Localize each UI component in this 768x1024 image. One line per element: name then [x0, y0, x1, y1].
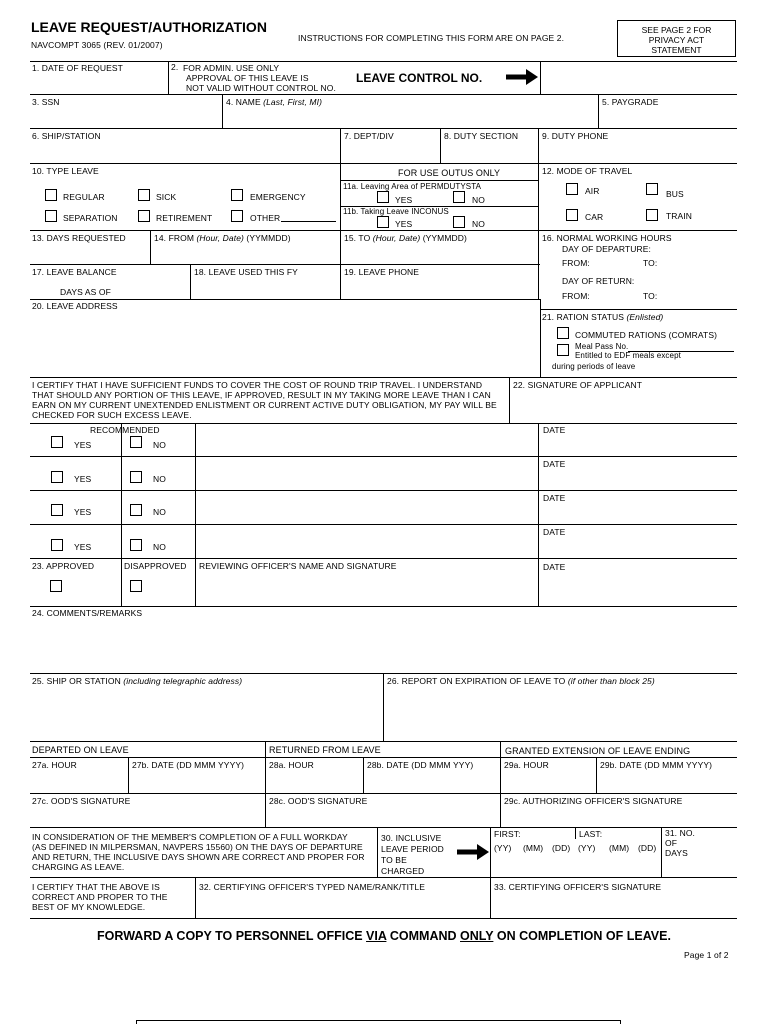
rec-no-checkbox[interactable]: [130, 504, 142, 516]
certify-funds-line: I CERTIFY THAT I HAVE SUFFICIENT FUNDS TO COVER THE COST OF ROUND TRIP TRAVEL. I UNDERSTAND: [32, 380, 483, 390]
comrats-checkbox[interactable]: [557, 327, 569, 339]
first-yy-label: (YY): [494, 843, 512, 853]
outus-heading: FOR USE OUTUS ONLY: [398, 168, 501, 178]
page-number: Page 1 of 2: [684, 950, 729, 960]
inconus-no-label: NO: [472, 219, 485, 229]
instructions-note: INSTRUCTIONS FOR COMPLETING THIS FORM ARE ON PAGE 2.: [298, 33, 565, 43]
inclusive-period-line: CHARGED: [381, 866, 425, 876]
other-fill-line[interactable]: [281, 221, 336, 222]
dept-div-label: 7. DEPT/DIV: [344, 131, 394, 141]
inconus-yes-label: YES: [395, 219, 413, 229]
regular-checkbox[interactable]: [45, 189, 57, 201]
ship-station-label: 6. SHIP/STATION: [32, 131, 101, 141]
forward-instruction: FORWARD A COPY TO PERSONNEL OFFICE VIA COMMAND ONLY ON COMPLETION OF LEAVE.: [97, 929, 671, 943]
car-label: CAR: [585, 212, 604, 222]
certify-correct-line: CORRECT AND PROPER TO THE: [32, 892, 168, 902]
form-title: LEAVE REQUEST/AUTHORIZATION: [31, 19, 267, 35]
rec-no-checkbox[interactable]: [130, 436, 142, 448]
train-checkbox[interactable]: [646, 209, 658, 221]
returned-heading: RETURNED FROM LEAVE: [269, 745, 381, 755]
ssn-label: 3. SSN: [32, 97, 60, 107]
admin-use-line: FOR ADMIN. USE ONLY: [183, 63, 280, 73]
ration-status-label: 21. RATION STATUS (Enlisted): [542, 312, 664, 322]
rec-no-label: NO: [153, 542, 166, 552]
last-label: LAST:: [579, 829, 603, 839]
air-label: AIR: [585, 186, 600, 196]
air-checkbox[interactable]: [566, 183, 578, 195]
date-of-request-label: 1. DATE OF REQUEST: [32, 63, 123, 73]
bus-checkbox[interactable]: [646, 183, 658, 195]
approved-checkbox[interactable]: [50, 580, 62, 592]
admin-use-number: 2.: [171, 62, 179, 72]
departure-from-label: FROM:: [562, 258, 590, 268]
leaving-area-yes-checkbox[interactable]: [377, 191, 389, 203]
rec-yes-label: YES: [74, 474, 92, 484]
type-leave-label: 10. TYPE LEAVE: [32, 166, 99, 176]
certifying-officer-signature-label: 33. CERTIFYING OFFICER'S SIGNATURE: [494, 882, 662, 892]
first-label: FIRST:: [494, 829, 521, 839]
name-label: 4. NAME (Last, First, MI): [226, 97, 323, 107]
separation-label: SEPARATION: [63, 213, 118, 223]
working-hours-label: 16. NORMAL WORKING HOURS: [542, 233, 672, 243]
comments-label: 24. COMMENTS/REMARKS: [32, 608, 143, 618]
ship-station-address-label: 25. SHIP OR STATION (including telegraphic address): [32, 676, 243, 686]
extension-heading: GRANTED EXTENSION OF LEAVE ENDING: [505, 746, 691, 756]
applicant-signature-label: 22. SIGNATURE OF APPLICANT: [513, 380, 643, 390]
rec-no-label: NO: [153, 474, 166, 484]
comrats-label: COMMUTED RATIONS (COMRATS): [575, 330, 718, 340]
report-on-expiration-label: 26. REPORT ON EXPIRATION OF LEAVE TO (if other than block 25): [387, 676, 655, 686]
privacy-act-box: [617, 20, 736, 57]
bus-label: BUS: [666, 189, 684, 199]
leave-balance-label: 17. LEAVE BALANCE: [32, 267, 117, 277]
arrow-right-icon: [457, 844, 489, 860]
consideration-line: CHARGING AS LEAVE.: [32, 862, 125, 872]
departed-heading: DEPARTED ON LEAVE: [32, 745, 129, 755]
duty-section-label: 8. DUTY SECTION: [444, 131, 519, 141]
inclusive-period-line: LEAVE PERIOD: [381, 844, 444, 854]
retirement-checkbox[interactable]: [138, 210, 150, 222]
meal-pass-checkbox[interactable]: [557, 344, 569, 356]
leave-control-label: LEAVE CONTROL NO.: [356, 71, 483, 85]
meal-pass-label: Meal Pass No.: [575, 342, 629, 351]
date-divider: [575, 827, 576, 839]
leaving-area-no-checkbox[interactable]: [453, 191, 465, 203]
car-checkbox[interactable]: [566, 209, 578, 221]
depart-hour-label: 27a. HOUR: [32, 760, 77, 770]
mode-of-travel-label: 12. MODE OF TRAVEL: [542, 166, 633, 176]
last-dd-label: (DD): [638, 843, 657, 853]
privacy-line: STATEMENT: [651, 45, 702, 55]
departure-to-label: TO:: [643, 258, 658, 268]
bottom-rule: [136, 1020, 621, 1021]
leaving-area-yes-label: YES: [395, 195, 413, 205]
rec-date-label: DATE: [543, 459, 566, 469]
leave-address-label: 20. LEAVE ADDRESS: [32, 301, 118, 311]
days-requested-label: 13. DAYS REQUESTED: [32, 233, 126, 243]
return-from-label: FROM:: [562, 291, 590, 301]
no-of-days-line: DAYS: [665, 848, 688, 858]
inconus-label: 11b. Taking Leave INCONUS: [343, 207, 449, 216]
rec-yes-label: YES: [74, 507, 92, 517]
rec-date-label: DATE: [543, 425, 566, 435]
leaving-area-label: 11a. Leaving Area of PERMDUTYSTA: [343, 182, 482, 191]
no-of-days-line: 31. NO.: [665, 828, 695, 838]
inconus-yes-checkbox[interactable]: [377, 216, 389, 228]
edf-periods-label: during periods of leave: [552, 362, 636, 371]
depart-ood-label: 27c. OOD'S SIGNATURE: [32, 796, 131, 806]
from-date-label: 14. FROM (Hour, Date) (YYMMDD): [154, 233, 291, 243]
regular-label: REGULAR: [63, 192, 105, 202]
other-label: OTHER: [250, 213, 281, 223]
recommended-heading: RECOMMENDED: [90, 425, 160, 435]
inconus-no-checkbox[interactable]: [453, 216, 465, 228]
leaving-area-no-label: NO: [472, 195, 485, 205]
certify-funds-line: THAT SHOULD ANY PORTION OF THIS LEAVE, IF APPROVED, RESULT IN MY TAKING MORE LEAVE THAN I CAN: [32, 390, 491, 400]
other-checkbox[interactable]: [231, 210, 243, 222]
sick-label: SICK: [156, 192, 177, 202]
inclusive-period-line: 30. INCLUSIVE: [381, 833, 442, 843]
duty-phone-label: 9. DUTY PHONE: [542, 131, 609, 141]
certify-correct-line: BEST OF MY KNOWLEDGE.: [32, 902, 146, 912]
certifying-officer-name-label: 32. CERTIFYING OFFICER'S TYPED NAME/RANK/TITLE: [199, 882, 426, 892]
return-ood-label: 28c. OOD'S SIGNATURE: [269, 796, 368, 806]
rec-no-checkbox[interactable]: [130, 539, 142, 551]
return-date-label: 28b. DATE (DD MMM YYY): [367, 760, 474, 770]
departure-day-label: DAY OF DEPARTURE:: [562, 244, 651, 254]
rec-yes-label: YES: [74, 440, 92, 450]
return-day-label: DAY OF RETURN:: [562, 276, 635, 286]
rec-yes-checkbox[interactable]: [51, 504, 63, 516]
depart-date-label: 27b. DATE (DD MMM YYYY): [132, 760, 245, 770]
certify-correct-line: I CERTIFY THAT THE ABOVE IS: [32, 882, 160, 892]
approved-label: 23. APPROVED: [32, 561, 95, 571]
certify-funds-line: EARN ON MY CURRENT UNEXTENDED ENLISTMENT OR CURRENT ACTIVE DUTY OBLIGATION, MY PAY WILL BE: [32, 400, 497, 410]
bottom-rule-left: [136, 1020, 137, 1024]
sick-checkbox[interactable]: [138, 189, 150, 201]
emergency-label: EMERGENCY: [250, 192, 306, 202]
privacy-line: PRIVACY ACT: [648, 35, 705, 45]
rec-no-label: NO: [153, 440, 166, 450]
separation-checkbox[interactable]: [45, 210, 57, 222]
certify-funds-line: CHECKED FOR SUCH EXCESS LEAVE.: [32, 410, 192, 420]
return-hour-label: 28a. HOUR: [269, 760, 314, 770]
days-as-of-label: DAYS AS OF: [60, 287, 111, 297]
first-mm-label: (MM): [523, 843, 544, 853]
ext-hour-label: 29a. HOUR: [504, 760, 549, 770]
first-dd-label: (DD): [552, 843, 571, 853]
emergency-checkbox[interactable]: [231, 189, 243, 201]
paygrade-label: 5. PAYGRADE: [602, 97, 659, 107]
return-to-label: TO:: [643, 291, 658, 301]
consideration-line: (AS DEFINED IN MILPERSMAN, NAVPERS 15560) ON THE DAYS OF DEPARTURE: [32, 842, 363, 852]
no-of-days-line: OF: [665, 838, 678, 848]
consideration-line: IN CONSIDERATION OF THE MEMBER'S COMPLETION OF A FULL WORKDAY: [32, 832, 348, 842]
leave-phone-label: 19. LEAVE PHONE: [344, 267, 420, 277]
rec-date-label: DATE: [543, 527, 566, 537]
rec-yes-checkbox[interactable]: [51, 471, 63, 483]
leave-used-label: 18. LEAVE USED THIS FY: [194, 267, 298, 277]
arrow-right-icon: [506, 69, 538, 85]
authorizing-officer-label: 29c. AUTHORIZING OFFICER'S SIGNATURE: [504, 796, 683, 806]
retirement-label: RETIREMENT: [156, 213, 213, 223]
ext-date-label: 29b. DATE (DD MMM YYYY): [600, 760, 713, 770]
rec-yes-label: YES: [74, 542, 92, 552]
train-label: TRAIN: [666, 211, 692, 221]
admin-use-line: APPROVAL OF THIS LEAVE IS: [186, 73, 309, 83]
bottom-rule-right: [620, 1020, 621, 1024]
consideration-line: AND RETURN, THE INCLUSIVE DAYS SHOWN ARE CORRECT AND PROPER FOR: [32, 852, 365, 862]
rec-no-label: NO: [153, 507, 166, 517]
privacy-line: SEE PAGE 2 FOR: [641, 25, 712, 35]
disapproved-checkbox[interactable]: [130, 580, 142, 592]
reviewer-label: REVIEWING OFFICER'S NAME AND SIGNATURE: [199, 561, 397, 571]
last-yy-label: (YY): [578, 843, 596, 853]
approval-date-label: DATE: [543, 562, 566, 572]
rec-no-checkbox[interactable]: [130, 471, 142, 483]
disapproved-label: DISAPPROVED: [124, 561, 187, 571]
rec-date-label: DATE: [543, 493, 566, 503]
edf-label: Entitled to EDF meals except: [575, 351, 681, 360]
to-date-label: 15. TO (Hour, Date) (YYMMDD): [344, 233, 467, 243]
rec-yes-checkbox[interactable]: [51, 436, 63, 448]
form-number: NAVCOMPT 3065 (REV. 01/2007): [31, 40, 163, 50]
last-mm-label: (MM): [609, 843, 630, 853]
admin-use-line: NOT VALID WITHOUT CONTROL NO.: [186, 83, 336, 93]
inclusive-period-line: TO BE: [381, 855, 407, 865]
rec-yes-checkbox[interactable]: [51, 539, 63, 551]
